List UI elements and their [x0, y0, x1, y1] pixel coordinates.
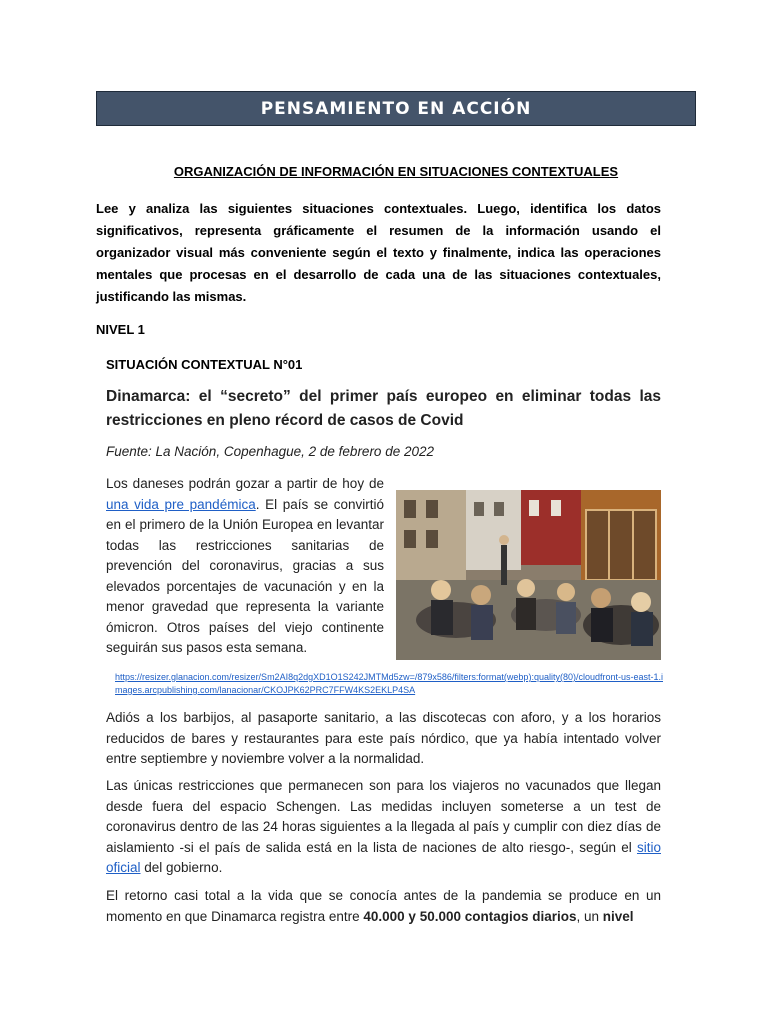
paragraph-3 [106, 886, 661, 927]
p3-bold-cases: 40.000 y 50.000 contagios diarios [363, 908, 577, 924]
official-site-link[interactable]: sitio oficial [106, 839, 661, 875]
cafe-terrace-photo [396, 490, 661, 660]
article-headline: Dinamarca: el “secreto” del primer país europeo en eliminar todas las restricciones en pleno récord de casos de Covid [106, 388, 661, 429]
title-banner [96, 91, 696, 126]
banner-title: PENSAMIENTO EN ACCIÓN [260, 98, 532, 119]
instructions-paragraph: Lee y analiza las siguientes situaciones contextuales. Luego, identifica los datos significativos, representa gráficamente el resumen de la información usando el organizador visual más conveniente según el texto y finalmente, indica las operaciones mentales que procesas en el desarrollo de cada una de las situaciones contextuales, justificando las mismas. [96, 201, 661, 304]
pre-pandemic-life-link[interactable]: una vida pre pandémica [106, 496, 256, 512]
lead-text-before: Los daneses podrán gozar a partir de hoy de [106, 476, 384, 491]
p3-text-middle: , un [576, 908, 603, 924]
situation-heading: SITUACIÓN CONTEXTUAL N°01 [106, 357, 303, 372]
paragraph-1: Adiós a los barbijos, al pasaporte sanitario, a las discotecas con aforo, y a los horarios reducidos de bares y restaurantes para este país nórdico, que ya había intentado volver entre septiembre y noviembre volver a la normalidad. [106, 710, 661, 766]
p3-text-before: El retorno casi total a la vida que se conocía antes de la pandemia se produce en un momento en que Dinamarca registra entre [106, 888, 661, 924]
p2-text-after: del gobierno. [140, 860, 223, 875]
article-source: Fuente: La Nación, Copenhague, 2 de febrero de 2022 [106, 444, 434, 459]
p3-bold-level: nivel [602, 908, 634, 924]
article-lead [106, 474, 384, 659]
image-source-url[interactable]: https://resizer.glanacion.com/resizer/Sm2AI8q2dgXD1O1S242JMTMd5zw=/879x586/filters:format(webp):quality(80)/cloudfront-us-east-1.images.arcpublishing.com/lanacionar/CKOJPK62PRC7FFW4KS2EKLP4SA [115, 672, 663, 695]
lead-text-after: . El país se convirtió en el primero de la Unión Europea en levantar todas las restricciones sanitarias de prevención del coronavirus, gracias a sus elevados porcentajes de vacunación y en la menor gravedad que representa la variante ómicron. Otros países del viejo continente seguirán sus pasos esta semana. [106, 496, 384, 655]
level-heading: NIVEL 1 [96, 322, 145, 337]
paragraph-2 [106, 776, 661, 879]
p2-text-before: Las únicas restricciones que permanecen son para los viajeros no vacunados que llegan desde fuera del espacio Schengen. Las medidas incluyen someterse a un test de coronavirus dentro de las 24 horas siguientes a la llegada al país y cumplir con diez días de aislamiento -si el país de salida está en la lista de naciones de alto riesgo-, según el [106, 778, 661, 855]
section-subtitle: ORGANIZACIÓN DE INFORMACIÓN EN SITUACIONES CONTEXTUALES [173, 164, 619, 179]
